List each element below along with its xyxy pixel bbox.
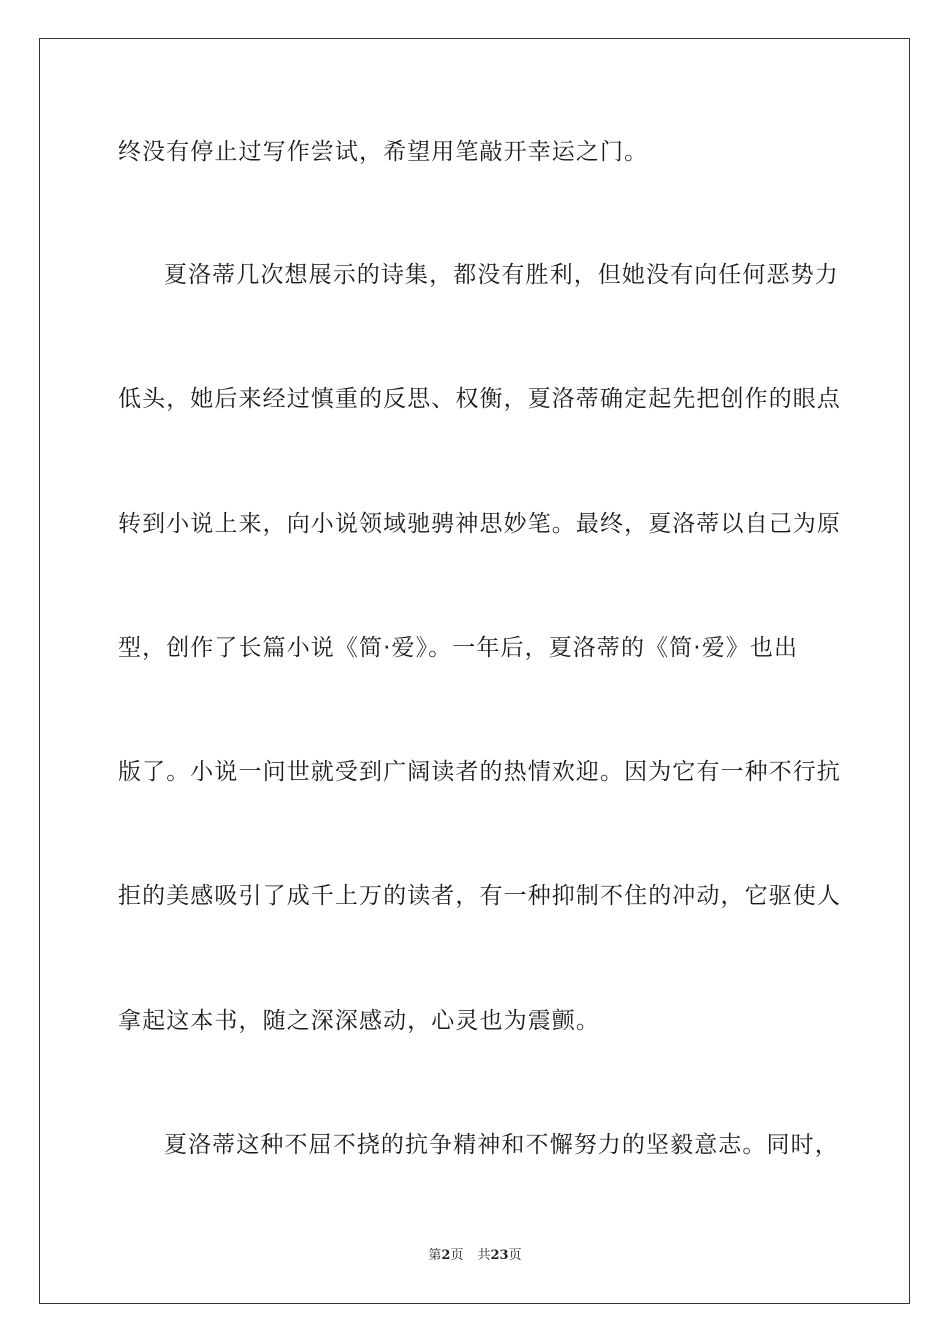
text-line-1: 终没有停止过写作尝试，希望用笔敲开幸运之门。 [118, 139, 649, 165]
text-line-2: 夏洛蒂几次想展示的诗集，都没有胜利，但她没有向任何恶势力 [164, 262, 839, 288]
text-line-4: 转到小说上来，向小说领域驰骋神思妙笔。最终，夏洛蒂以自己为原 [118, 511, 841, 537]
footer-total-prefix: 共 [477, 1248, 491, 1263]
page-border [39, 38, 910, 1304]
text-line-8: 拿起这本书，随之深深感动，心灵也为震颤。 [118, 1008, 600, 1034]
footer-page-suffix: 页 [450, 1248, 464, 1263]
text-line-7: 拒的美感吸引了成千上万的读者，有一种抑制不住的冲动，它驱使人 [118, 883, 841, 909]
text-line-6: 版了。小说一问世就受到广阔读者的热情欢迎。因为它有一种不行抗 [118, 759, 841, 785]
footer-total-number: 23 [490, 1248, 509, 1263]
text-line-3: 低头，她后来经过慎重的反思、权衡，夏洛蒂确定起先把创作的眼点 [118, 386, 841, 412]
page-footer [0, 1247, 950, 1265]
footer-page-number: 2 [441, 1248, 451, 1263]
footer-page-prefix: 第 [428, 1248, 442, 1263]
footer-total-suffix: 页 [508, 1248, 522, 1263]
text-line-9: 夏洛蒂这种不屈不挠的抗争精神和不懈努力的坚毅意志。同时， [164, 1132, 839, 1158]
text-line-5: 型，创作了长篇小说《简·爱》。一年后，夏洛蒂的《简·爱》也出 [118, 635, 799, 661]
